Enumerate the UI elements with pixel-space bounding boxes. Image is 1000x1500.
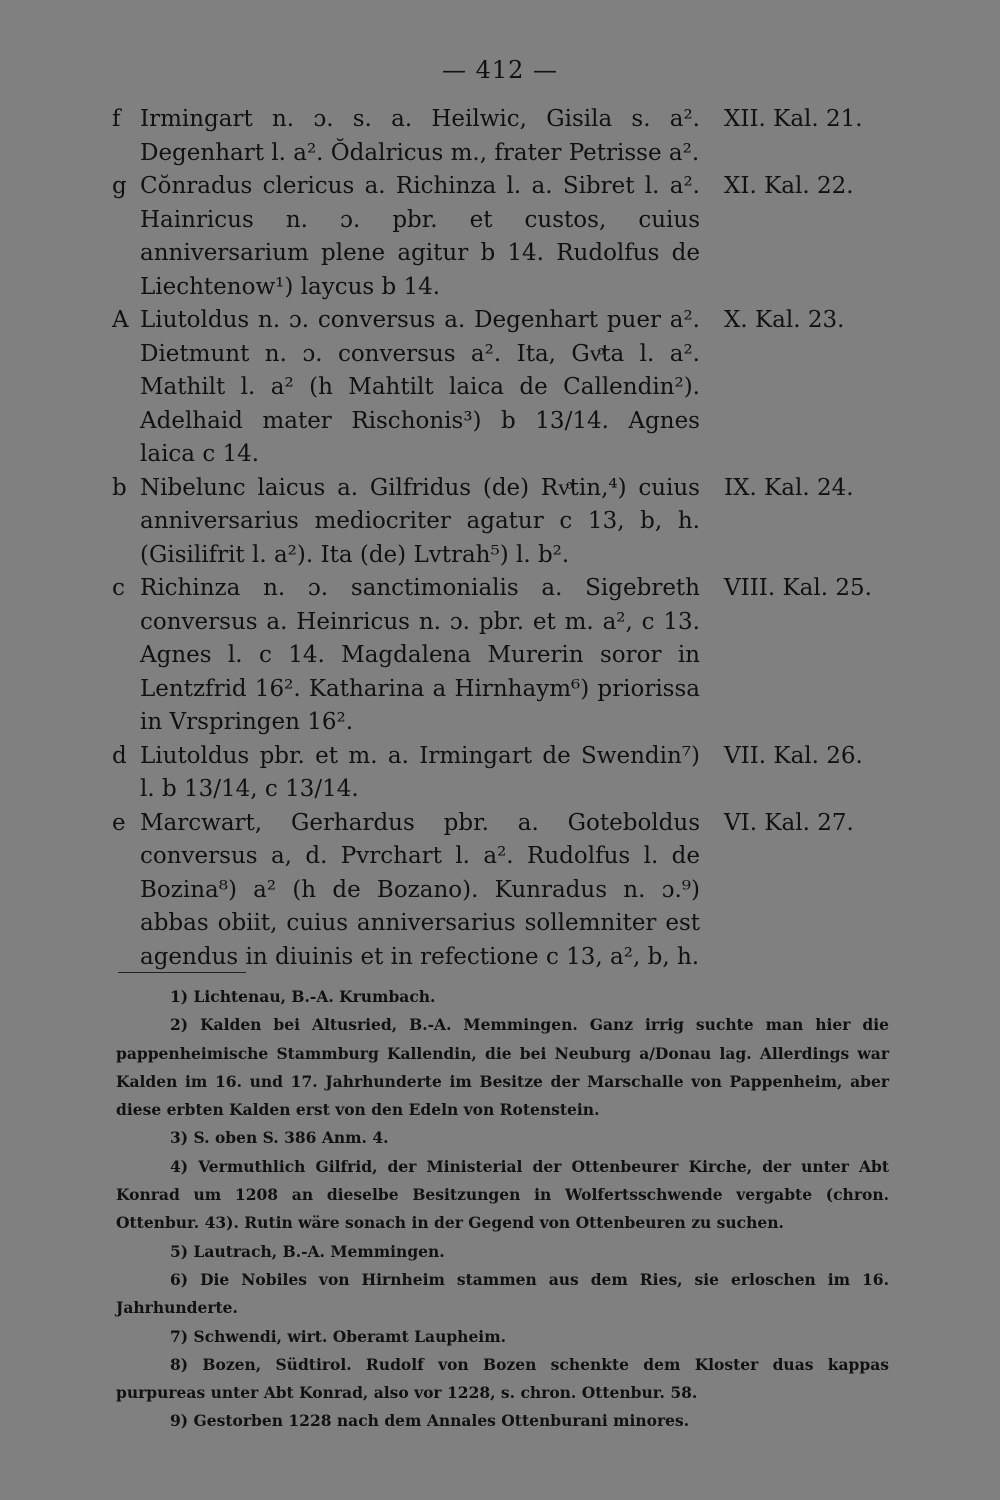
- footnote-9: 9) Gestorben 1228 nach dem Annales Ottenburani minores.: [170, 1411, 690, 1431]
- entry-text: Nibelunc laicus a. Gilfridus (de) Rvͦtin,⁴) cuius anniversarius mediocriter agatur c 13, b, h. (Gisilifrit l. a²). Ita (de) Lvtrah⁵) l. b².: [140, 474, 700, 568]
- calendar-entries: [112, 103, 902, 974]
- calendar-date: VIII. Kal. 25.: [724, 575, 872, 601]
- entry-text: Irmingart n. ɔ. s. a. Heilwic, Gisila s. a². Degenhart l. a². Ŏdalricus m., frater Petrisse a².: [140, 106, 700, 166]
- calendar-entry-d: [112, 740, 902, 807]
- day-letter: g: [112, 173, 127, 199]
- calendar-date: X. Kal. 23.: [724, 307, 845, 333]
- calendar-entry-f: [112, 103, 902, 170]
- footnotes: [116, 983, 889, 1436]
- footnote-6: 6) Die Nobiles von Hirnheim stammen aus dem Ries, sie erloschen im 16. Jahrhunderte.: [116, 1269, 889, 1318]
- footnote-2: 2) Kalden bei Altusried, B.-A. Memmingen. Ganz irrig suchte man hier die pappenheimische Stammburg Kallendin, die bei Neuburg a/Donau lag. Allerdings war Kalden im 16. und 17. Jahrhunderte im Besitze der Marschalle von Pappenheim, aber diese erbten Kalden erst von den Edeln von Rotenstein.: [116, 1015, 889, 1120]
- calendar-date: XI. Kal. 22.: [724, 173, 854, 199]
- day-letter: A: [112, 307, 129, 333]
- calendar-entry-e: [112, 807, 902, 975]
- day-letter: f: [112, 106, 121, 132]
- footnote-1: 1) Lichtenau, B.-A. Krumbach.: [170, 987, 436, 1006]
- calendar-date: XII. Kal. 21.: [724, 106, 863, 132]
- day-letter: b: [112, 474, 127, 501]
- entry-text: Liutoldus pbr. et m. a. Irmingart de Swendin⁷) l. b 13/14, c 13/14.: [140, 742, 700, 802]
- footnote-3: 3) S. oben S. 386 Anm. 4.: [170, 1128, 389, 1148]
- day-letter: e: [112, 809, 126, 836]
- calendar-date: IX. Kal. 24.: [724, 474, 854, 501]
- footnote-divider: [118, 972, 246, 973]
- footnote-4: 4) Vermuthlich Gilfrid, der Ministerial der Ottenbeurer Kirche, der unter Abt Konrad um 1208 an dieselbe Besitzungen in Wolfertsschwende vergabte (chron. Ottenbur. 43). Rutin wäre sonach in der Gegend von Ottenbeuren zu suchen.: [116, 1156, 889, 1233]
- calendar-entry-A: [112, 304, 902, 472]
- entry-text: Marcwart, Gerhardus pbr. a. Goteboldus conversus a, d. Pvrchart l. a². Rudolfus l. de Bozina⁸) a² (h de Bozano). Kunradus n. ɔ.⁹) abbas obiit, cuius anniversarius sollemniter est agendus in diuinis et in refectione c 13, a², b, h.: [140, 809, 700, 970]
- calendar-entry-c: [112, 572, 902, 740]
- day-letter: d: [112, 742, 127, 769]
- page-number: — 412 —: [441, 56, 559, 84]
- entry-text: Liutoldus n. ɔ. conversus a. Degenhart puer a². Dietmunt n. ɔ. conversus a². Ita, Gvͦta l. a². Mathilt l. a² (h Mahtilt laica de Callendin²). Adelhaid mater Rischonis³) b 13/14. Agnes laica c 14.: [140, 307, 700, 467]
- entry-text: Richinza n. ɔ. sanctimonialis a. Sigebreth conversus a. Heinricus n. ɔ. pbr. et m. a², c 13. Agnes l. c 14. Magdalena Murerin soror in Lentzfrid 16². Katharina a Hirnhaym⁶) priorissa in Vrspringen 16².: [140, 575, 700, 735]
- footnote-5: 5) Lautrach, B.-A. Memmingen.: [170, 1241, 445, 1261]
- entry-text: Cŏnradus clericus a. Richinza l. a. Sibret l. a². Hainricus n. ɔ. pbr. et custos, cuius anniversarium plene agitur b 14. Rudolfus de Liechtenow¹) laycus b 14.: [140, 173, 700, 300]
- calendar-date: VII. Kal. 26.: [724, 742, 863, 769]
- calendar-entry-b: [112, 472, 902, 573]
- footnote-8: 8) Bozen, Südtirol. Rudolf von Bozen schenkte dem Kloster duas kappas purpureas unter Abt Konrad, also vor 1228, s. chron. Ottenbur. 58.: [116, 1354, 889, 1403]
- day-letter: c: [112, 575, 125, 601]
- calendar-entry-g: [112, 170, 902, 304]
- calendar-date: VI. Kal. 27.: [724, 809, 854, 836]
- footnote-7: 7) Schwendi, wirt. Oberamt Laupheim.: [170, 1326, 506, 1346]
